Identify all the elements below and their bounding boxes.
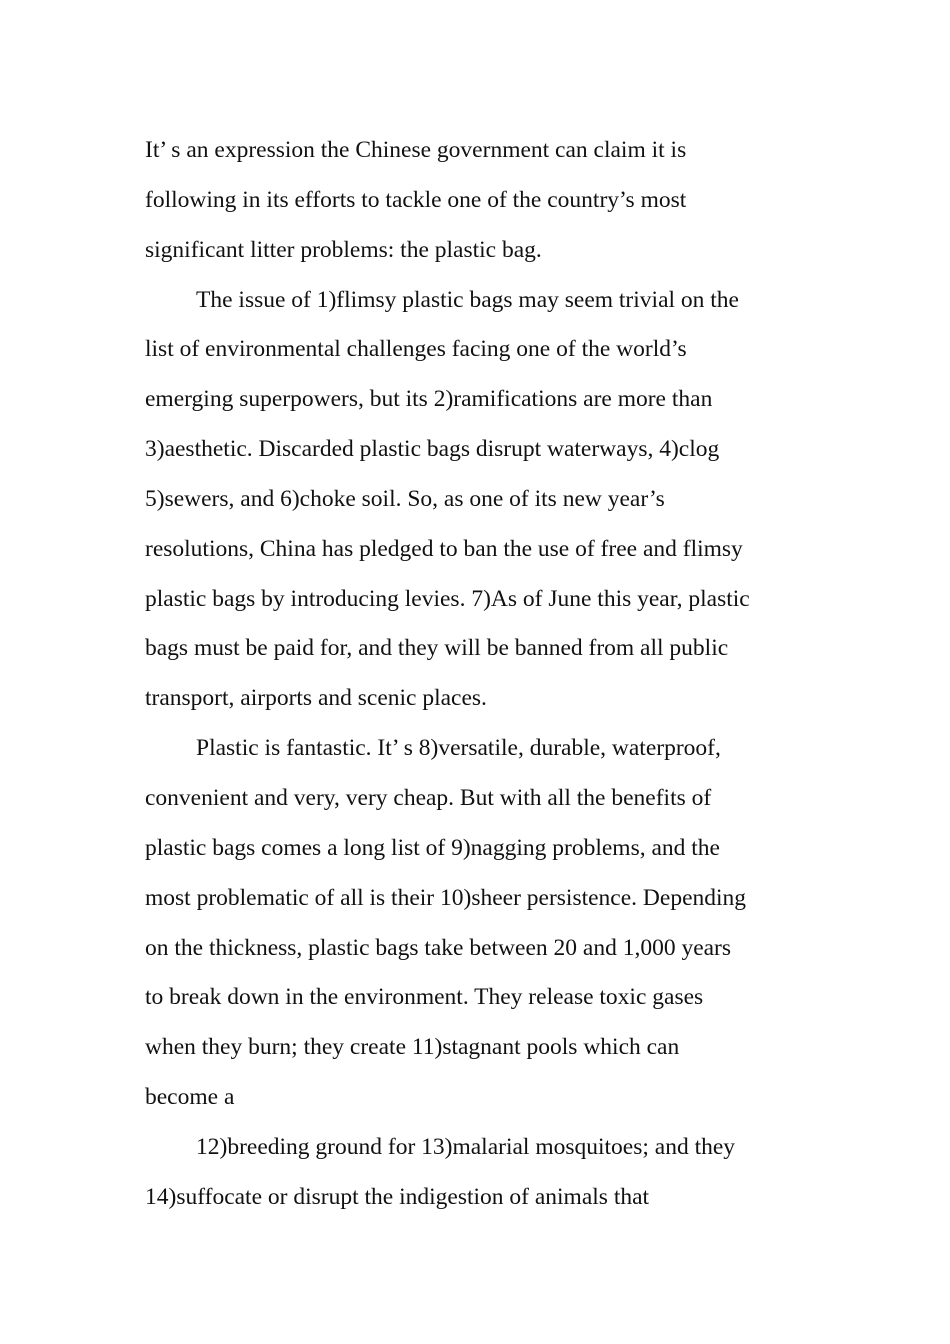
document-body (145, 132, 825, 1229)
paragraph-line: plastic bags by introducing levies. 7)As of June this year, plastic (145, 585, 750, 612)
paragraph-line: bags must be paid for, and they will be banned from all public (145, 635, 729, 662)
paragraph-line: Plastic is fantastic. It’ s 8)versatile, durable, waterproof, (196, 735, 721, 762)
paragraph-line: 12)breeding ground for 13)malarial mosquitoes; and they (196, 1133, 736, 1160)
paragraph-line: when they burn; they create 11)stagnant pools which can (145, 1034, 680, 1061)
paragraph-line: It’ s an expression the Chinese government can claim it is (145, 137, 687, 163)
paragraph-line: The issue of 1)flimsy plastic bags may seem trivial on the (196, 286, 739, 313)
paragraph-line: plastic bags comes a long list of 9)nagging problems, and the (145, 834, 720, 861)
paragraph-line: following in its efforts to tackle one of the country’s most (145, 186, 687, 213)
paragraph-line: significant litter problems: the plastic bag. (145, 236, 542, 263)
paragraph-line: become a (145, 1084, 235, 1111)
paragraph-line: resolutions, China has pledged to ban the use of free and flimsy (145, 535, 743, 562)
paragraph-2 (145, 282, 825, 731)
paragraph-line: 14)suffocate or disrupt the indigestion of animals that (145, 1183, 650, 1210)
paragraph-1 (145, 132, 825, 282)
paragraph-line: most problematic of all is their 10)sheer persistence. Depending (145, 884, 747, 911)
paragraph-line: convenient and very, very cheap. But with all the benefits of (145, 784, 712, 811)
paragraph-line: list of environmental challenges facing one of the world’s (145, 336, 687, 363)
paragraph-line: 3)aesthetic. Discarded plastic bags disrupt waterways, 4)clog (145, 436, 720, 463)
paragraph-3 (145, 730, 825, 1129)
paragraph-line: to break down in the environment. They release toxic gases (145, 984, 704, 1011)
paragraph-line: transport, airports and scenic places. (145, 685, 487, 712)
paragraph-line: on the thickness, plastic bags take between 20 and 1,000 years (145, 934, 732, 961)
paragraph-line: emerging superpowers, but its 2)ramifications are more than (145, 386, 713, 413)
paragraph-line: 5)sewers, and 6)choke soil. So, as one of its new year’s (145, 485, 665, 512)
paragraph-4 (145, 1129, 825, 1229)
